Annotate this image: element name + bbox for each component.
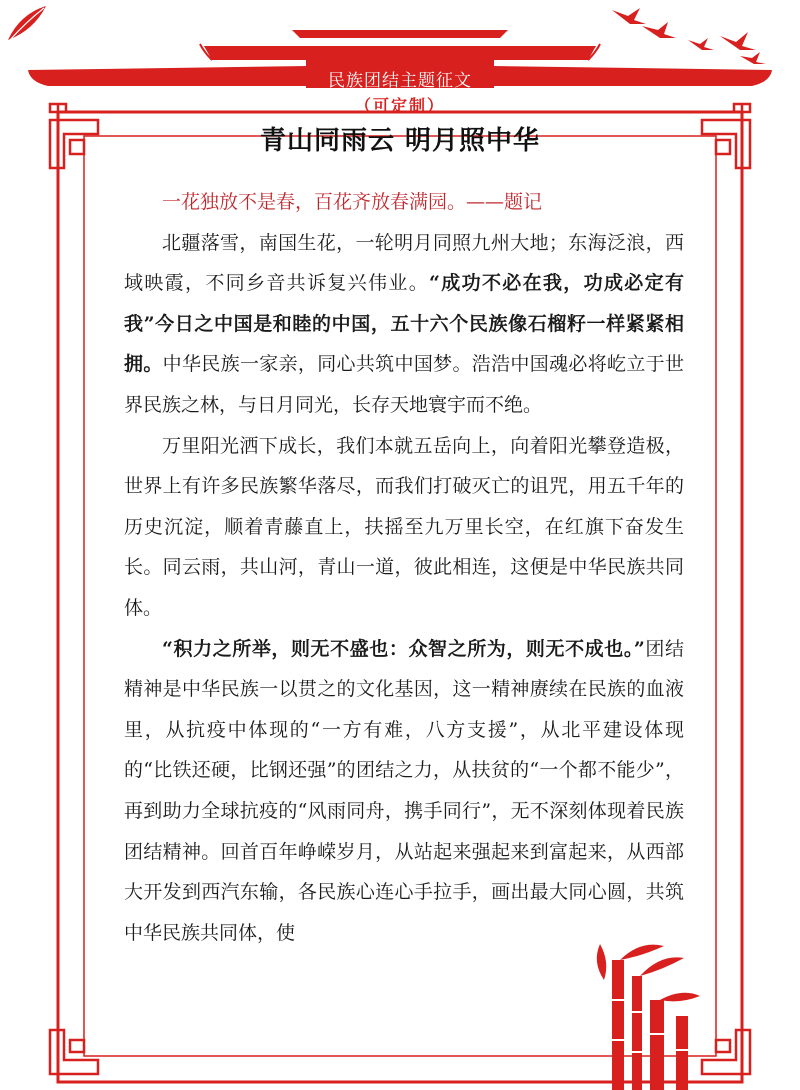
paragraph-3-bold-quote: “积力之所举，则无不盛也：众智之所为，则无不成也。” xyxy=(162,637,645,660)
article-body xyxy=(124,182,684,953)
paragraph-1-text-2: 中华民族一家亲，同心共筑中国梦。浩浩中国魂必将屹立于世界民族之林，与日月同光，长存天地寰宇而不绝。 xyxy=(124,353,684,416)
paragraph-3 xyxy=(124,629,684,954)
bamboo-icon xyxy=(597,944,700,1090)
banner-text: 民族团结主题征文 xyxy=(328,71,472,91)
paragraph-1-text-1: 北疆落雪，南国生花，一轮明月同照九州大地；东海泛浪，西域映霞，不同乡音共诉复兴伟业。 xyxy=(124,231,684,295)
paragraph-1-bold-quote: “成功不必在我，功成必定有我”今日之中国是和睦的中国，五十六个民族像石榴籽一样紧紧相拥。 xyxy=(124,272,684,376)
paragraph-2: 万里阳光洒下成长，我们本就五岳向上，向着阳光攀登造极，世界上有许多民族繁华落尽，而我们打破灭亡的诅咒，用五千年的历史沉淀，顺着青藤直上，扶摇至九万里长空，在红旗下奋发生长。同云雨，共山河，青山一道，彼此相连，这便是中华民族共同体。 xyxy=(124,434,684,619)
flying-birds-icon xyxy=(612,8,766,64)
leaf-icon xyxy=(8,6,46,40)
banner-subtitle: （可定制） xyxy=(354,96,445,115)
epigraph: 一花独放不是春，百花齐放春满园。——题记 xyxy=(162,191,543,213)
paragraph-1 xyxy=(124,223,684,426)
article-title: 青山同雨云 明月照中华 xyxy=(259,126,541,156)
paragraph-3-text-1: 团结精神是中华民族一以贯之的文化基因，这一精神赓续在民族的血液里，从抗疫中体现的“一方有难，八方支援”，从北平建设体现的“比铁还硬，比钢还强”的团结之力，从扶贫的“一个都不能少”，再到助力全球抗疫的“风雨同舟，携手同行”，无不深刻体现着民族团结精神。回首百年峥嵘岁月，从站起来强起来到富起来，从西部大开发到西汽东输，各民族心连心手拉手，画出最大同心圆，共筑中华民族共同体，使 xyxy=(124,637,684,944)
